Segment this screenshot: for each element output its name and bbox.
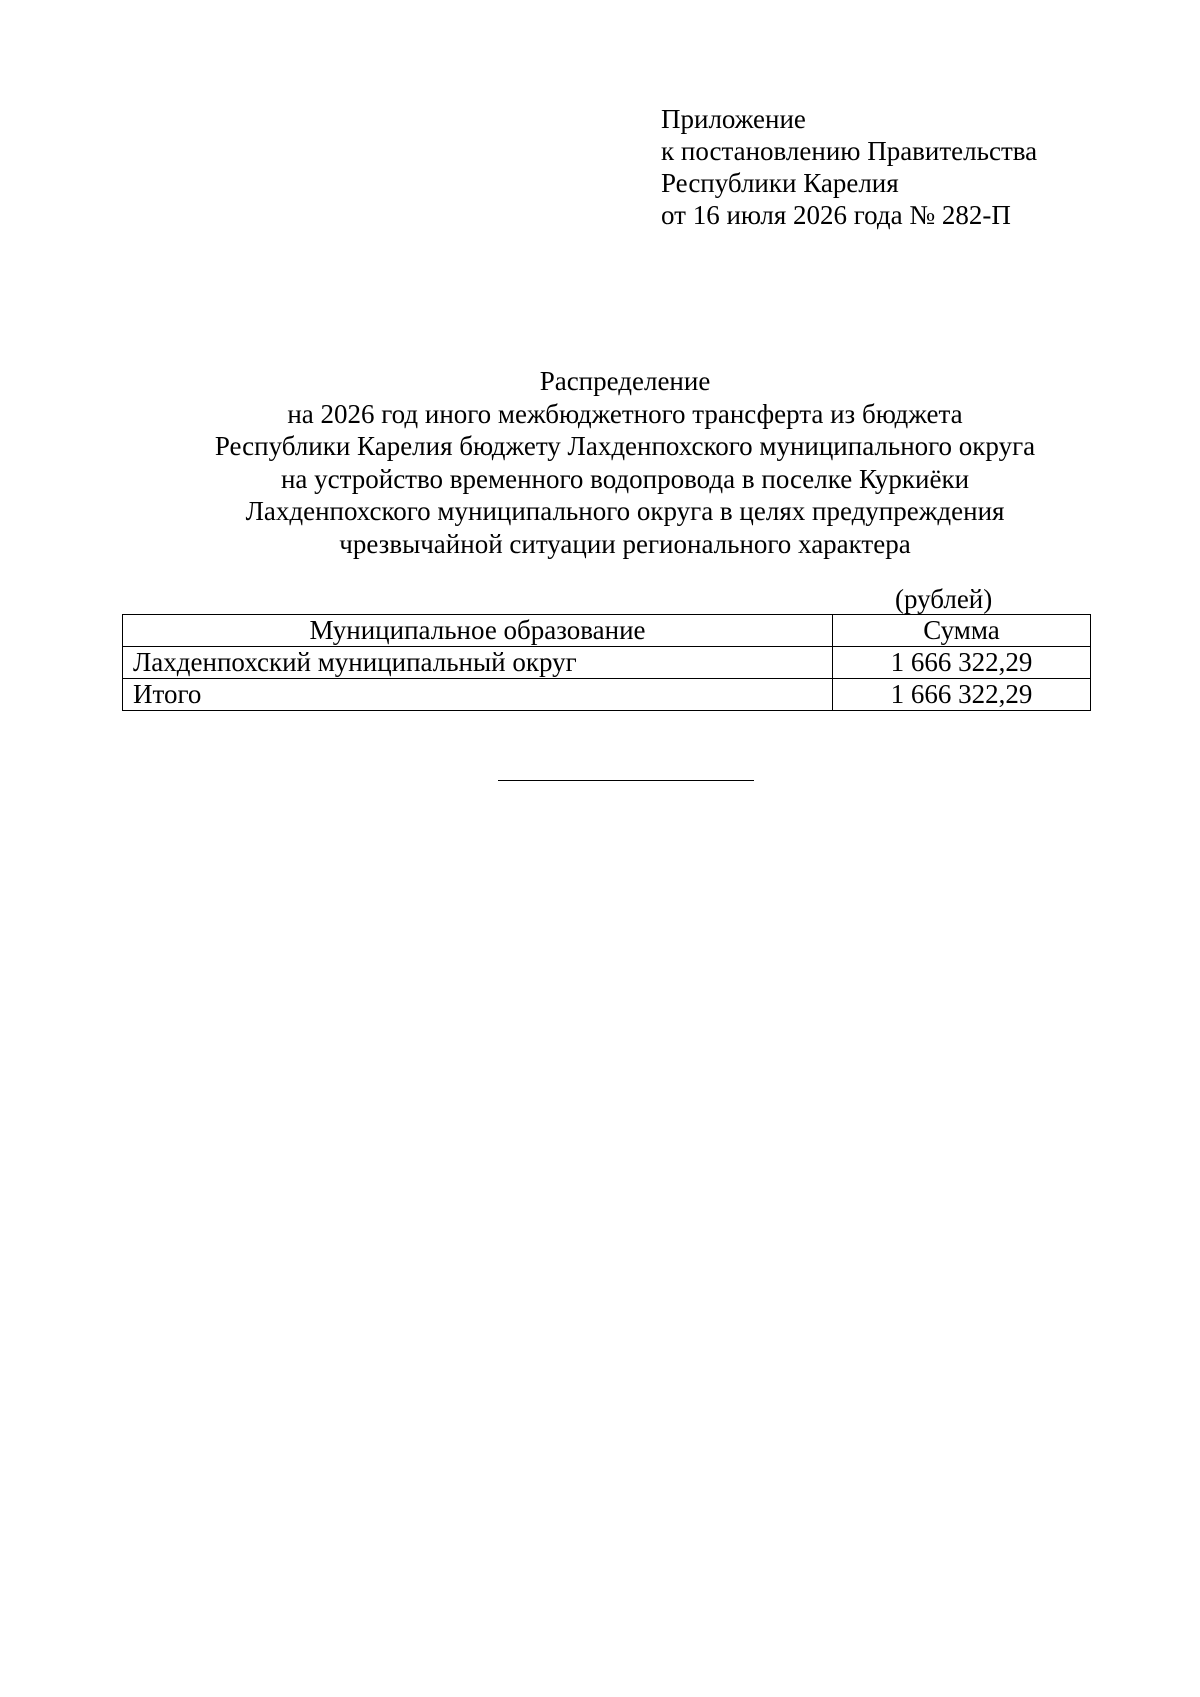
table-row xyxy=(123,647,1091,679)
closing-rule xyxy=(498,780,754,781)
table-header-row xyxy=(123,615,1091,647)
cell-municipality: Лахденпохский муниципальный округ xyxy=(123,647,833,679)
column-header-municipality: Муниципальное образование xyxy=(123,615,833,647)
title-line: Республики Карелия бюджету Лахденпохского муниципального округа xyxy=(214,431,1036,461)
title-line: Лахденпохского муниципального округа в целях предупреждения xyxy=(245,496,1005,526)
cell-total-sum: 1 666 322,29 xyxy=(833,679,1091,711)
title-line: Распределение xyxy=(539,366,711,396)
document-title xyxy=(100,365,1150,560)
title-line: на 2026 год иного межбюджетного трансферта из бюджета xyxy=(287,398,963,429)
appendix-resolution: к постановлению Правительства xyxy=(661,136,1038,166)
appendix-block xyxy=(661,103,1037,231)
title-line: на устройство временного водопровода в поселке Куркиёки xyxy=(280,463,970,494)
appendix-republic: Республики Карелия xyxy=(661,168,899,198)
appendix-date-number: от 16 июля 2026 года № 282-П xyxy=(661,200,1011,230)
cell-total-label: Итого xyxy=(123,679,833,711)
cell-sum: 1 666 322,29 xyxy=(833,647,1091,679)
distribution-table xyxy=(122,614,1091,711)
title-line: чрезвычайной ситуации регионального характера xyxy=(339,528,911,559)
table-row-total xyxy=(123,679,1091,711)
column-header-sum: Сумма xyxy=(833,615,1091,647)
appendix-title: Приложение xyxy=(661,104,806,134)
units-label: (рублей) xyxy=(895,584,993,614)
